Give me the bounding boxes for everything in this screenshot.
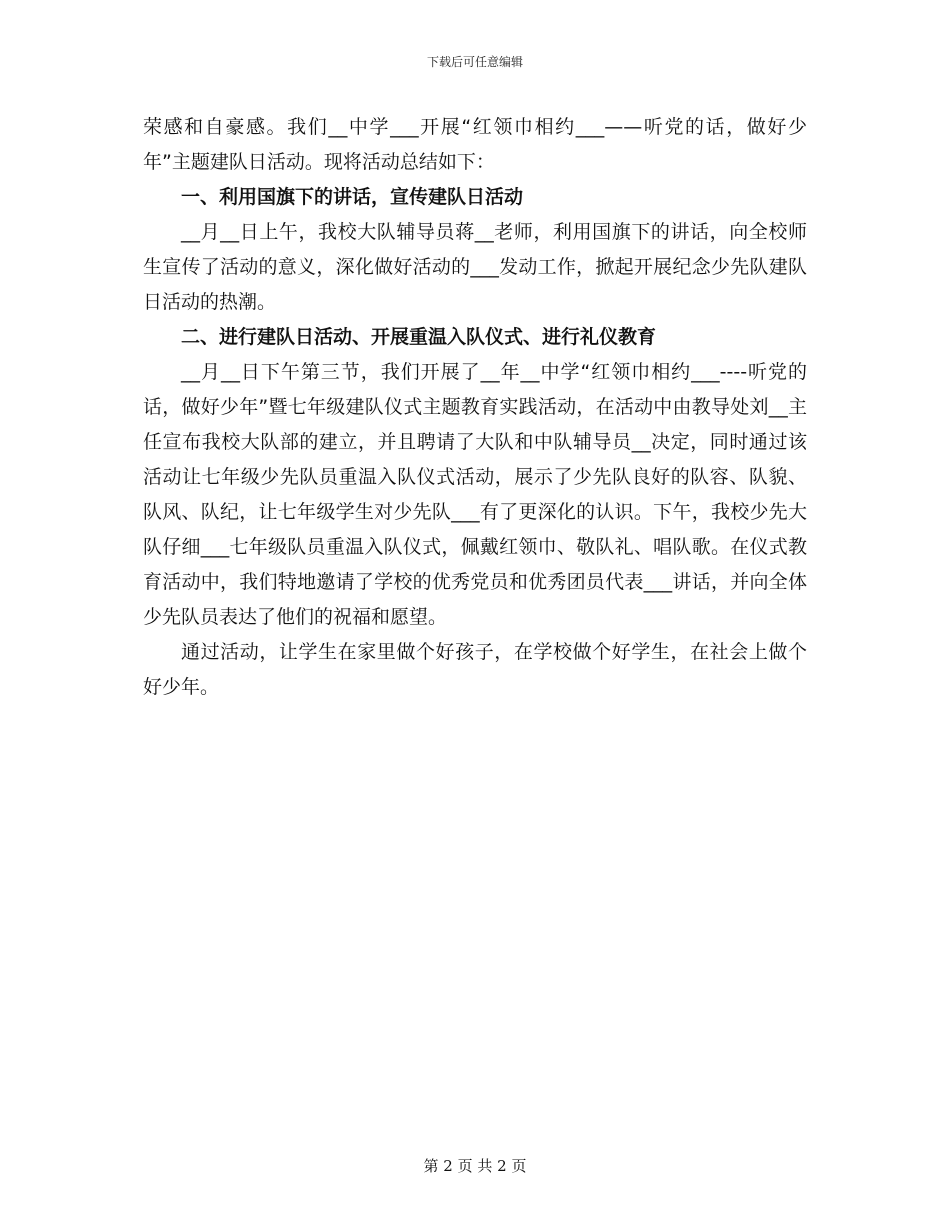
- page-header: 下载后可任意编辑: [426, 55, 523, 69]
- page-number: 第 2 页 共 2 页: [423, 1157, 527, 1175]
- paragraph-intro: 荣感和自豪感。我们__中学___开展“红领巾相约___——听党的话，做好少年”主题建队日活动。现将活动总结如下：: [143, 116, 807, 173]
- paragraph-section-1: __月__日上午，我校大队辅导员蒋__老师，利用国旗下的讲话，向全校师生宣传了活动的意义，深化做好活动的___发动工作，掀起开展纪念少先队建队日活动的热潮。: [143, 221, 807, 313]
- paragraph-conclusion: 通过活动，让学生在家里做个好孩子，在学校做个好学生，在社会上做个好少年。: [143, 641, 807, 698]
- section-heading-2: 二、进行建队日活动、开展重温入队仪式、进行礼仪教育: [181, 326, 657, 348]
- section-heading-1: 一、利用国旗下的讲话，宣传建队日活动: [181, 186, 524, 208]
- paragraph-section-2: __月__日下午第三节，我们开展了__年__中学“红领巾相约___----听党的话，做好少年”暨七年级建队仪式主题教育实践活动，在活动中由教导处刘__主任宣布我校大队部的建立，并且聘请了大队和中队辅导员__决定，同时通过该活动让七年级少先队员重温入队仪式活动，展示了少先队良好的队容、队貌、队风、队纪，让七年级学生对少先队___有了更深化的认识。下午，我校少先大队仔细___七年级队员重温入队仪式，佩戴红领巾、敬队礼、唱队歌。在仪式教育活动中，我们特地邀请了学校的优秀党员和优秀团员代表___讲话，并向全体少先队员表达了他们的祝福和愿望。: [143, 361, 807, 628]
- document-body: [143, 110, 807, 705]
